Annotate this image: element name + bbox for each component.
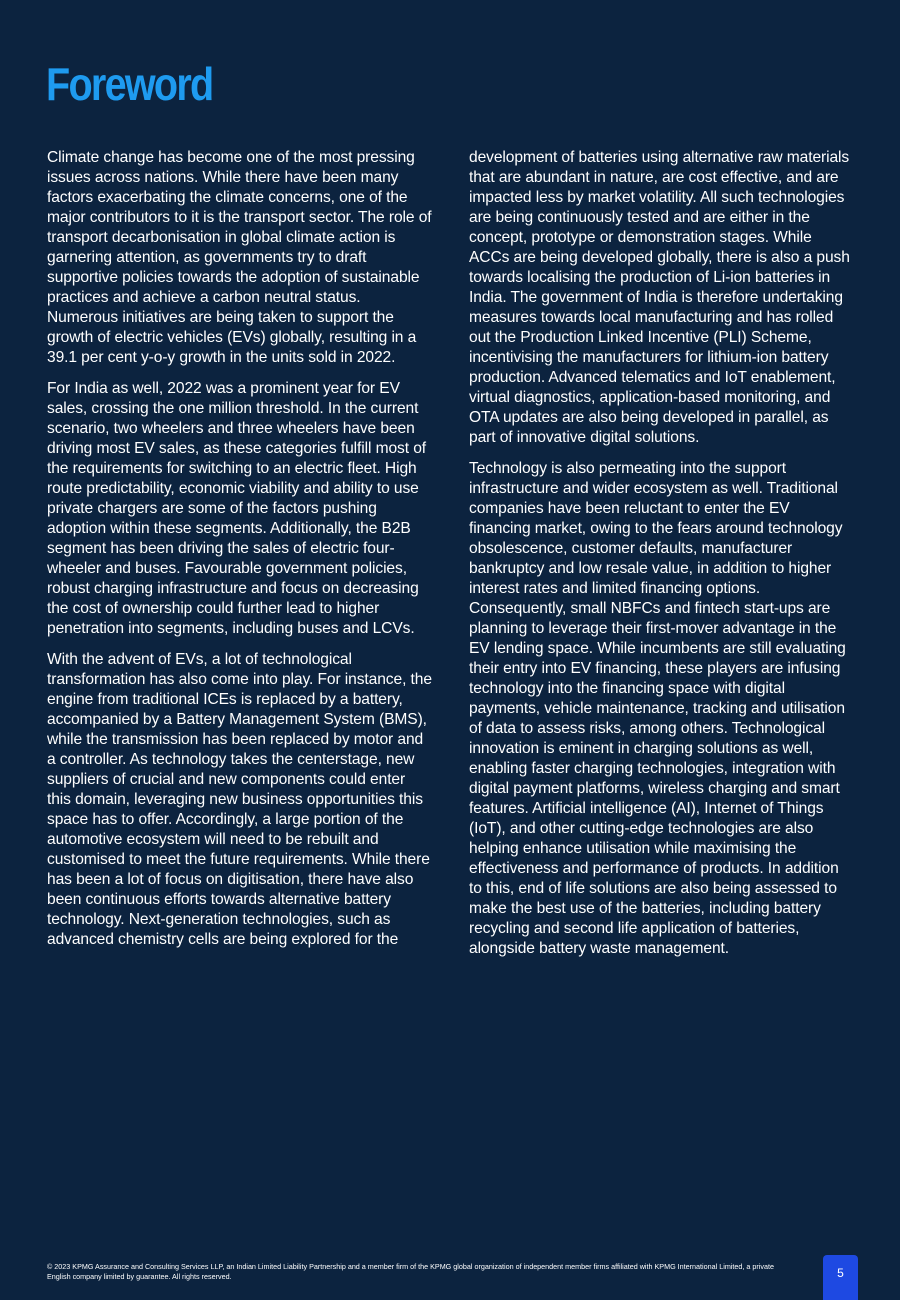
paragraph: With the advent of EVs, a lot of technological transformation has also come into play. For instance, the engine from traditional ICEs is replaced by a battery, accompanied by a Battery Management System (BMS), while the transmission has been replaced by motor and a controller. As technology takes the centerstage, new suppliers of crucial and new components could enter this domain, leveraging new business opportunities this space has to offer. Accordingly, a large portion of the automotive ecosystem will need to be rebuilt and customised to meet the future requirements. While there has been a lot of focus on digitisation, there have also been continuous efforts towards alternative battery technology. Next-generation technologies, such as advanced chemistry cells are being explored for the xyxy=(47,651,432,948)
page-title: Foreword xyxy=(46,58,213,110)
page-number: 5 xyxy=(837,1266,844,1280)
right-column xyxy=(469,148,855,970)
left-column xyxy=(47,148,433,961)
paragraph: For India as well, 2022 was a prominent year for EV sales, crossing the one million threshold. In the current scenario, two wheelers and three wheelers have been driving most EV sales, as these categories fulfill most of the requirements for switching to an electric fleet. High route predictability, economic viability and ability to use private chargers are some of the factors pushing adoption within these segments. Additionally, the B2B segment has been driving the sales of electric four-wheeler and buses. Favourable government policies, robust charging infrastructure and focus on decreasing the cost of ownership could further lead to higher penetration into segments, including buses and LCVs. xyxy=(47,380,427,637)
footer-copyright: © 2023 KPMG Assurance and Consulting Services LLP, an Indian Limited Liability Partnership and a member firm of the KPMG global organization of independent member firms affiliated with KPMG International Limited, a private English company limited by guarantee. All rights reserved. xyxy=(47,1262,774,1281)
page-number-badge xyxy=(823,1255,858,1300)
paragraph: Climate change has become one of the most pressing issues across nations. While there have been many factors exacerbating the climate concerns, one of the major contributors to it is the transport sector. The role of transport decarbonisation in global climate action is garnering attention, as governments try to draft supportive policies towards the adoption of sustainable practices and achieve a carbon neutral status. Numerous initiatives are being taken to support the growth of electric vehicles (EVs) globally, resulting in a 39.1 per cent y-o-y growth in the units sold in 2022. xyxy=(47,149,432,366)
paragraph: Technology is also permeating into the support infrastructure and wider ecosystem as well. Traditional companies have been reluctant to enter the EV financing market, owing to the fears around technology obsolescence, customer defaults, manufacturer bankruptcy and low resale value, in addition to higher interest rates and limited financing options. Consequently, small NBFCs and fintech start-ups are planning to leverage their first-mover advantage in the EV lending space. While incumbents are still evaluating their entry into EV financing, these players are infusing technology into the financing space with digital payments, vehicle maintenance, tracking and utilisation of data to assess risks, among others. Technological innovation is eminent in charging solutions as well, enabling faster charging technologies, integration with digital payment platforms, wireless charging and smart features. Artificial intelligence (AI), Internet of Things (IoT), and other cutting-edge technologies are also helping enhance utilisation while maximising the effectiveness and performance of products. In addition to this, end of life solutions are also being assessed to make the best use of the batteries, including battery recycling and second life application of batteries, alongside battery waste management. xyxy=(469,460,846,957)
paragraph: development of batteries using alternative raw materials that are abundant in nature, are cost effective, and are impacted less by market volatility. All such technologies are being continuously tested and are either in the concept, prototype or demonstration stages. While ACCs are being developed globally, there is also a push towards localising the production of Li-ion batteries in India. The government of India is therefore undertaking measures towards local manufacturing and has rolled out the Production Linked Incentive (PLI) Scheme, incentivising the manufacturers for lithium-ion battery production. Advanced telematics and IoT enablement, virtual diagnostics, application-based monitoring, and OTA updates are also being developed in parallel, as part of innovative digital solutions. xyxy=(469,149,850,446)
